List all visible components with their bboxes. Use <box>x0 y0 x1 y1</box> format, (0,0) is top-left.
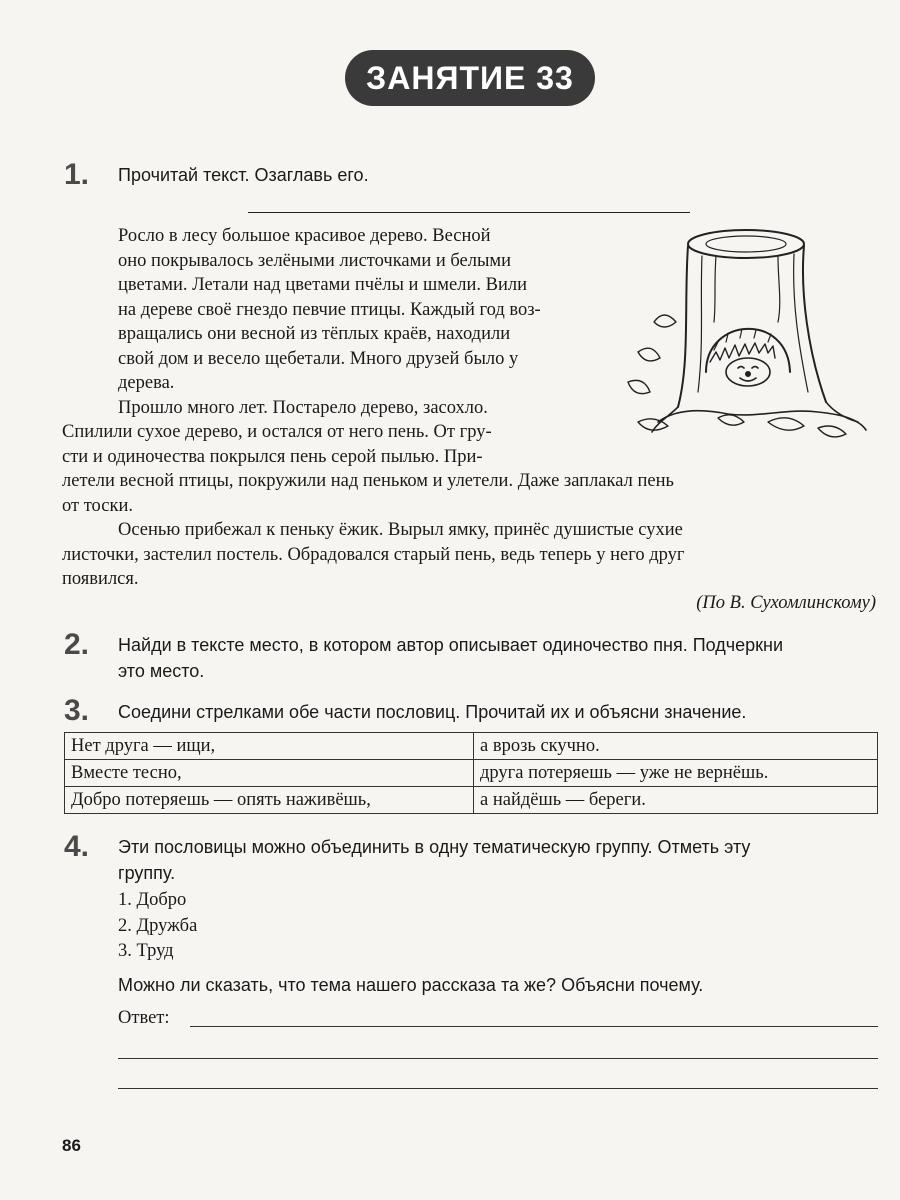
option-item[interactable]: 2. Дружба <box>118 915 198 936</box>
story-line: оно покрывалось зелёными листочками и белыми <box>118 250 512 271</box>
lesson-title: ЗАНЯТИЕ 33 <box>345 50 595 106</box>
story-line: цветами. Летали над цветами пчёлы и шмели. Вили <box>118 275 527 295</box>
story-line: вращались они весной из тёплых краёв, находили <box>118 324 511 344</box>
story-line: сти и одиночества покрылся пень серой пылью. При- <box>62 446 483 467</box>
task-2-line: Найди в тексте место, в котором автор описывает одиночество пня. Подчеркни <box>118 635 784 655</box>
story-line: летели весной птицы, покружили над пеньком и улетели. Даже заплакал пень <box>62 471 674 491</box>
proverb-end[interactable]: друга потеряешь — уже не вернёшь. <box>474 760 878 787</box>
story-line: листочки, застелил постель. Обрадовался старый пень, ведь теперь у него друг <box>62 544 685 565</box>
task-3-number: 3. <box>64 694 90 727</box>
task-3-instruction: Соедини стрелками обе части пословиц. Прочитай их и объясни значение. <box>118 702 747 722</box>
task-1-number: 1. <box>64 158 90 191</box>
task-4-line: группу. <box>118 863 176 883</box>
story-line: Осенью прибежал к пеньку ёжик. Вырыл ямку, принёс душистые сухие <box>118 520 683 540</box>
stump-hedgehog-illustration <box>618 222 868 444</box>
proverb-start[interactable]: Добро потеряешь — опять наживёшь, <box>65 787 474 814</box>
option-item[interactable]: 1. Добро <box>118 890 187 910</box>
story-paragraph-2-start <box>118 396 604 421</box>
story-line: Росло в лесу большое красивое дерево. Весной <box>118 226 491 246</box>
answer-line[interactable] <box>190 1026 878 1027</box>
answer-line[interactable] <box>118 1088 878 1089</box>
task-4-number: 4. <box>64 830 90 863</box>
title-answer-line[interactable] <box>248 212 690 213</box>
proverbs-table <box>64 732 878 814</box>
story-line: дерева. <box>118 373 175 393</box>
story-line: свой дом и весело щебетали. Много друзей было у <box>118 348 519 369</box>
task-4-line: Эти пословицы можно объединить в одну тематическую группу. Отметь эту <box>118 837 751 857</box>
task-2-text <box>118 632 783 684</box>
task-2-line: это место. <box>118 661 205 681</box>
task-2-number: 2. <box>64 628 90 661</box>
proverb-start[interactable]: Нет друга — ищи, <box>65 733 474 760</box>
story-line: на дереве своё гнездо певчие птицы. Каждый год воз- <box>118 299 541 320</box>
proverb-end[interactable]: а найдёшь — береги. <box>474 787 878 814</box>
story-line: Прошло много лет. Постарело дерево, засохло. <box>118 398 488 418</box>
theme-options <box>118 888 197 965</box>
proverb-end[interactable]: а врозь скучно. <box>474 733 878 760</box>
story-paragraph-1 <box>118 224 604 396</box>
table-row <box>65 787 878 814</box>
answer-line[interactable] <box>118 1058 878 1059</box>
page-number: 86 <box>62 1136 81 1155</box>
story-line: появился. <box>62 569 139 589</box>
table-row <box>65 760 878 787</box>
task-4-text <box>118 834 878 886</box>
task-1-instruction: Прочитай текст. Озаглавь его. <box>118 165 369 185</box>
table-row <box>65 733 878 760</box>
option-item[interactable]: 3. Труд <box>118 941 174 961</box>
story-line: от тоски. <box>62 495 133 516</box>
proverb-start[interactable]: Вместе тесно, <box>65 760 474 787</box>
story-author: (По В. Сухомлинскому) <box>696 593 876 613</box>
story-line: Спилили сухое дерево, и остался от него пень. От гру- <box>62 422 492 442</box>
answer-label: Ответ: <box>118 1008 170 1028</box>
story-paragraph-3 <box>62 518 878 592</box>
task-4-question: Можно ли сказать, что тема нашего рассказа та же? Объясни почему. <box>118 975 704 995</box>
